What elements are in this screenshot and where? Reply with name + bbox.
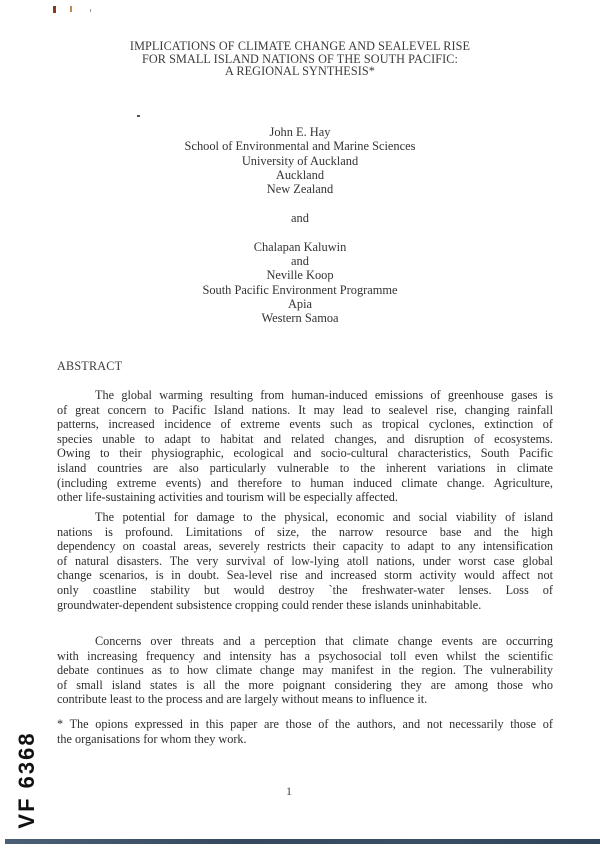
scan-speck [90, 9, 91, 12]
paragraph-line: other life-sustaining activities and tourism will be especially affected. [57, 490, 398, 505]
paragraph-line: dependency on coastal areas, severely restricts their capacity to adapt to any intensification [57, 539, 553, 554]
paragraph-line: contribute least to the process and are largely without means to influence it. [57, 692, 428, 707]
archive-stamp [12, 731, 42, 829]
paragraph-line: The global warming resulting from human-induced emissions of greenhouse gases is [95, 388, 553, 402]
abstract-heading: ABSTRACT [57, 359, 123, 373]
paragraph-line: of great concern to Pacific Island nations. It may lead to sealevel rise, changing rainfall [57, 402, 553, 417]
paragraph-line: only coastline stability but would destroy `the freshwater-water lenses. Loss of [57, 582, 553, 597]
paragraph-line: change scenarios, is in doubt. Sea-level rise and increased storm activity would affect not [57, 568, 553, 583]
paragraph-line: (including extreme events) and therefore to human induced climate change. Agriculture, [57, 475, 553, 490]
paragraph-line: Owing to their physiographic, ecological and socio-cultural characteristics, South Pacific [57, 446, 553, 461]
paragraph-line: nations is profound. Limitations of size, the narrow resource base and the high [57, 524, 553, 539]
scan-speck [70, 6, 72, 12]
paragraph-line: species unable to adapt to habitat and related changes, and disruption of ecosystems. [57, 431, 553, 446]
paragraph-line: debate continues as to how climate change may manifest in the region. The vulnerability [57, 663, 553, 678]
author-affiliations [0, 125, 600, 326]
paragraph-line: of small island states is all the more poignant considering they are among those who [57, 677, 553, 692]
abstract-paragraph [57, 388, 553, 505]
paragraph-line: with increasing frequency and intensity has a psychosocial toll even whilst the scientific [57, 648, 553, 663]
scan-edge-bar [5, 839, 600, 844]
affiliation-line: South Pacific Environment Programme [202, 282, 398, 297]
paper-title [0, 40, 600, 78]
paragraph-line: Concerns over threats and a perception that climate change events are occurring [95, 634, 553, 648]
affiliation-line: Apia [287, 296, 313, 311]
footnote [57, 717, 553, 746]
paragraph-line: patterns, increased incidence of extreme events such as tropical cyclones, extinction of [57, 417, 553, 432]
abstract-paragraph [57, 510, 553, 612]
affiliation-line: School of Environmental and Marine Sciences [184, 139, 416, 154]
paragraph-line: The potential for damage to the physical, economic and social viability of island [95, 510, 553, 524]
author-name: Chalapan Kaluwin [253, 239, 347, 254]
paragraph-line: of natural disasters. The very survival of low-lying atoll nations, under worst case global [57, 553, 553, 568]
scan-speck [53, 6, 56, 13]
title-line: FOR SMALL ISLAND NATIONS OF THE SOUTH PACIFIC: [142, 51, 458, 66]
affiliation-line: Western Samoa [261, 311, 339, 326]
title-line: IMPLICATIONS OF CLIMATE CHANGE AND SEALEVEL RISE [129, 39, 471, 53]
affiliation-line: Auckland [275, 167, 325, 182]
author-name: Neville Koop [266, 268, 334, 283]
scan-mark [137, 115, 140, 117]
abstract-paragraph [57, 634, 553, 707]
and-separator: and [291, 210, 309, 225]
and-separator: and [291, 254, 309, 269]
footnote-line: the organisations for whom they work. [57, 731, 247, 746]
title-line: A REGIONAL SYNTHESIS* [225, 64, 375, 79]
paragraph-line: island countries are also particularly vulnerable to the inherent variations in climate [57, 460, 553, 475]
archive-stamp-text: VF 6368 [14, 731, 39, 829]
affiliation-line: University of Auckland [241, 153, 359, 168]
author-name: John E. Hay [269, 125, 331, 139]
paragraph-line: groundwater-dependent subsistence cropping could render these islands uninhabitable. [57, 597, 482, 612]
footnote-line: * The opions expressed in this paper are those of the authors, and not necessarily those of [57, 717, 553, 731]
affiliation-line: New Zealand [266, 182, 334, 197]
page-number: 1 [286, 784, 292, 798]
